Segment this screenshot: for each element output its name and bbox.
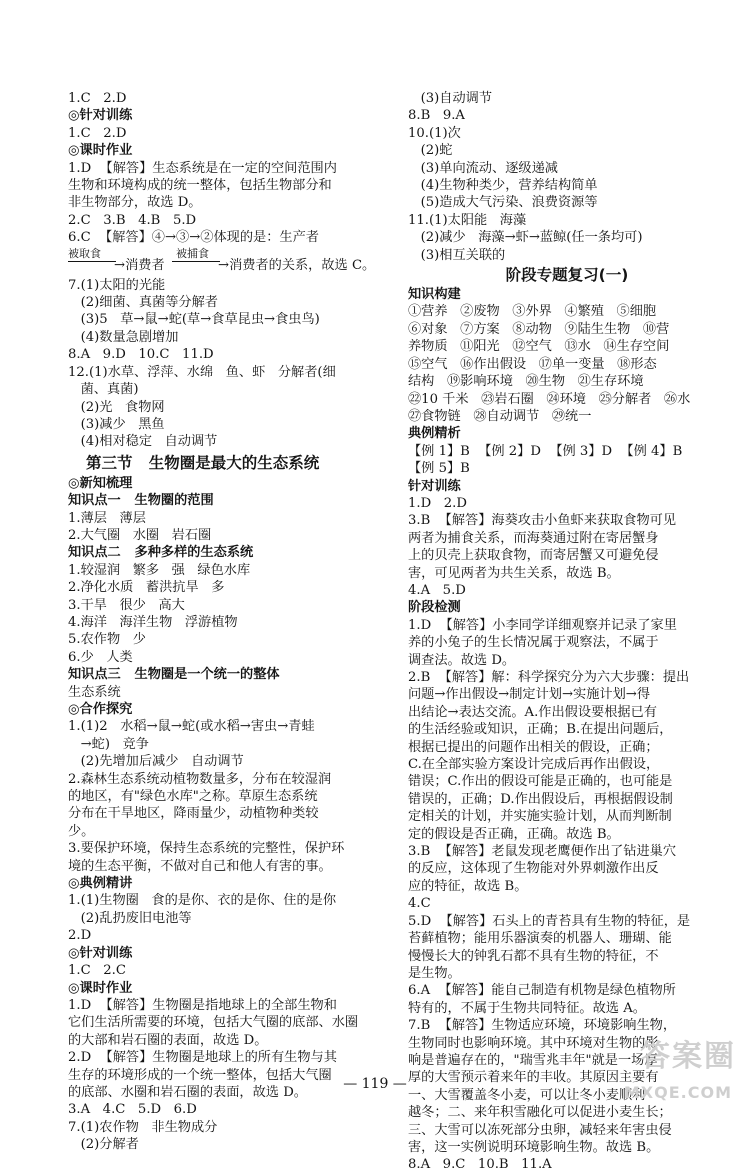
answer-line: 一、大雪覆盖冬小麦，可以让冬小麦顺利	[408, 1087, 646, 1103]
answer-line: 1.C 2.D	[68, 91, 127, 106]
answer-line: 少。	[68, 823, 95, 839]
right-column	[408, 90, 726, 1174]
subsection-heading: 典例精析	[408, 426, 461, 442]
answer-line: 境的生态平衡，不做对自己和他人有害的事。	[68, 858, 332, 874]
subsection-heading: ◎合作探究	[68, 702, 133, 717]
arrow-mid-label: 消费者	[125, 257, 165, 273]
answer-line: 5.D 【解答】石头上的青苔具有生物的特征，是	[408, 913, 691, 929]
answer-line: 2.C 3.B 4.B 5.D	[68, 212, 197, 228]
answer-line: 三、大雪可以冻死部分虫卵，减轻来年害虫侵	[408, 1122, 672, 1138]
answer-line: (2)减少 海藻→虾→蓝鲸(任一条均可)	[408, 230, 643, 246]
answer-line: 7.B 【解答】生物适应环境，环境影响生物，	[408, 1018, 677, 1034]
answer-line: 1.D 【解答】小李同学详细观察并记录了家里	[408, 617, 677, 633]
answer-line: 11.(1)太阳能 海藻	[408, 212, 527, 228]
answer-line: 问题→作出假设→制定计划→实施计划→得	[408, 687, 651, 703]
answer-line: →蛇) 竞争	[68, 736, 149, 752]
subsection-heading: ◎新知梳理	[68, 475, 133, 491]
answer-line: 上的贝壳上获取食物，而寄居蟹又可避免侵	[408, 548, 659, 564]
arrow-line	[172, 261, 220, 262]
answer-line: 【例 1】B 【例 2】D 【例 3】D 【例 4】B	[408, 443, 683, 459]
answer-line: 菌、真菌)	[68, 382, 139, 398]
answer-line: (2)细菌、真菌等分解者	[68, 295, 218, 311]
answer-line: 响是普遍存在的，"瑞雪兆丰年"就是一场厚	[408, 1052, 658, 1068]
answer-line: 4.A 5.D	[408, 582, 466, 598]
answer-line: 慢慢长大的钟乳石都不具有生物的特征，不	[408, 948, 659, 964]
answer-line: 7.(1)农作物 非生物成分	[68, 1119, 218, 1135]
answer-line: 越冬；二、来年积雪融化可以促进小麦生长；	[408, 1105, 672, 1121]
answer-line: 的底部、水圈和岩石圈的表面，故选 D。	[68, 1084, 307, 1100]
answer-line: 生存的环境形成的一个统一整体，包括大气圈	[68, 1067, 332, 1083]
answer-line: 1.C 2.C	[68, 963, 126, 979]
answer-line: (2)乱扔废旧电池等	[68, 910, 192, 926]
answer-line: 错误；C.作出的假设可能是正确的，也可能是	[408, 774, 673, 790]
answer-line: 养的小兔子的生长情况属于观察法，不属于	[408, 635, 659, 651]
answer-line: (2)先增加后减少 自动调节	[68, 754, 244, 770]
answer-line: 1.(1)生物圈 食的是你、衣的是你、住的是你	[68, 893, 337, 909]
answer-line: 1.D 2.D	[408, 495, 467, 511]
answer-line: 是生物。	[408, 965, 461, 981]
answer-line: 的地区，有"绿色水库"之称。草原生态系统	[68, 789, 318, 805]
answer-line: 2.D	[68, 928, 92, 944]
answer-line: (3)相互关联的	[408, 247, 506, 263]
answer-line: 的大部和岩石圈的表面，故选 D。	[68, 1032, 268, 1048]
answer-line: (5)造成大气污染、浪费资源等	[408, 195, 598, 211]
answer-line: 12.(1)水草、浮萍、水绵 鱼、虾 分解者(细	[68, 364, 336, 380]
answer-line: 2.净化水质 蓄洪抗旱 多	[68, 580, 225, 596]
answer-line: 错误的，正确；D.作出假设后，再根据假设制	[408, 791, 673, 807]
answer-line: 的生活经验或知识，正确；B.在提出问题后，	[408, 722, 673, 738]
answer-line: 1.(1)2 水稻→鼠→蛇(或水稻→害虫→青蛙	[68, 719, 315, 735]
answer-line: 它们生活所需要的环境，包括大气圈的底部、水圈	[68, 1015, 359, 1031]
answer-line: 1.较湿润 繁多 强 绿色水库	[68, 562, 251, 578]
watermark-logo	[606, 1037, 736, 1101]
subsection-heading: ◎课时作业	[68, 980, 133, 996]
answer-line: 3.要保护环境，保持生态系统的完整性，保护环	[68, 841, 345, 857]
knowledge-point-heading: 知识点一 生物圈的范围	[68, 493, 214, 509]
labeled-arrow-line	[68, 247, 383, 277]
answer-line: 厚的大雪预示着来年的丰收。其原因主要有	[408, 1070, 659, 1086]
answer-line: 1.薄层 薄层	[68, 510, 146, 526]
subsection-heading: 知识构建	[408, 287, 461, 303]
answer-line: 生物和环境构成的统一整体，包括生物部分和	[68, 178, 332, 194]
answer-line: 3.A 4.C 5.D 6.D	[68, 1102, 197, 1118]
answer-line: 的反应，这体现了生物能对外界刺激作出反	[408, 861, 659, 877]
answer-line: 3.B 【解答】老鼠发现老鹰便作出了钻进巢穴	[408, 844, 677, 860]
answer-line: 苔藓植物；能用乐器演奏的机器人、珊瑚、能	[408, 931, 672, 947]
answer-line: 结构 ⑲影响环境 ⑳生物 ㉑生存环境	[408, 374, 644, 390]
arrow-mid-text: →消费者	[114, 257, 165, 273]
answer-line: 5.农作物 少	[68, 632, 146, 648]
subsection-heading: 阶段检测	[408, 600, 461, 616]
answer-line: (4)生物种类少，营养结构简单	[408, 178, 598, 194]
subsection-heading: 针对训练	[408, 478, 461, 494]
answer-line: (3)5 草→鼠→蛇(草→食草昆虫→食虫鸟)	[68, 312, 320, 328]
subsection-heading: ◎针对训练	[68, 945, 133, 961]
answer-line: 养物质 ⑪阳光 ⑫空气 ⑬水 ⑭生存空间	[408, 339, 670, 355]
answer-line: 根据已提出的问题作出相关的假设，正确；	[408, 739, 659, 755]
left-column	[68, 90, 383, 1154]
subsection-heading: ◎典例精讲	[68, 876, 133, 892]
answer-line: 两者为捕食关系，而海葵通过附在寄居蟹身	[408, 530, 659, 546]
answer-line: 10.(1)次	[408, 125, 461, 141]
answer-line: 6.C 【解答】④→③→②体现的是：生产者	[68, 230, 319, 246]
answer-line: 1.C 2.D	[68, 125, 127, 141]
answer-line: 2.森林生态系统动植物数量多，分布在较湿润	[68, 771, 332, 787]
knowledge-point-heading: 知识点二 多种多样的生态系统	[68, 545, 254, 561]
answer-line: (2)蛇	[408, 143, 453, 159]
answer-line: 7.(1)太阳的光能	[68, 277, 166, 293]
answer-line: 调查法。故选 D。	[408, 652, 516, 668]
answer-line: 3.干旱 很少 高大	[68, 597, 185, 613]
answer-line: 非生物部分，故选 D。	[68, 195, 202, 211]
answer-line: 3.B 【解答】海葵攻击小鱼虾来获取食物可见	[408, 513, 677, 529]
arrow-end-text: →消费者的关系，故选 C。	[218, 257, 376, 273]
answer-line: (3)单向流动、逐级递减	[408, 160, 558, 176]
watermark-mark: 答案圈	[640, 1039, 736, 1074]
answer-line: ⑮空气 ⑯作出假设 ⑰单一变量 ⑱形态	[408, 356, 657, 372]
answer-line: (2)光 食物网	[68, 399, 165, 415]
answer-line: (4)相对稳定 自动调节	[68, 434, 218, 450]
answer-line: 2.B 【解答】解：科学探究分为六大步骤：提出	[408, 670, 690, 685]
answer-line: 定的假设是否正确，正确。故选 B。	[408, 826, 620, 842]
answer-line: 4.C	[408, 896, 431, 912]
answer-line: 4.海洋 海洋生物 浮游植物	[68, 614, 238, 630]
answer-line: 8.A 9.D 10.C 11.D	[68, 347, 214, 363]
answer-line: ㉒10 千米 ㉓岩石圈 ㉔环境 ㉕分解者 ㉖水	[408, 391, 691, 407]
answer-line: (2)分解者	[68, 1137, 139, 1153]
answer-line: 1.D 【解答】生态系统是在一定的空间范围内	[68, 160, 337, 176]
answer-line: 特有的，不属于生物共同特征。故选 A。	[408, 1000, 646, 1016]
answer-line: 害，可见两者为共生关系，故选 B。	[408, 565, 620, 581]
answer-line: 1.D 【解答】生物圈是指地球上的全部生物和	[68, 997, 337, 1013]
answer-line: 分布在干旱地区，降雨量少，动植物种类较	[68, 806, 319, 822]
answer-line: 2.D 【解答】生物圈是地球上的所有生物与其	[68, 1050, 337, 1066]
answer-line: C.在全部实验方案设计完成后再作出假设，	[408, 757, 660, 773]
watermark-url: MXQE.COM	[623, 1082, 732, 1102]
knowledge-point-heading: 知识点三 生物圈是一个统一的整体	[68, 667, 280, 683]
answer-line: 6.A 【解答】能自己制造有机物是绿色植物所	[408, 983, 676, 999]
answer-line: 8.A 9.C 10.B 11.A	[408, 1157, 552, 1173]
subsection-heading: ◎针对训练	[68, 108, 133, 124]
answer-line: 2.大气圈 水圈 岩石圈	[68, 527, 212, 543]
arrow-line	[68, 261, 116, 262]
answer-line: 【例 5】B	[408, 461, 470, 477]
answer-line: 生物同时也影响环境。其中环境对生物的影	[408, 1035, 659, 1051]
answer-line: ⑥对象 ⑦方案 ⑧动物 ⑨陆生生物 ⑩营	[408, 321, 670, 337]
answer-line: 生态系统	[68, 684, 121, 700]
answer-line: 出结论→表达交流。A.作出假设要根据已有	[408, 704, 657, 720]
answer-line: 害，这一实例说明环境影响生物。故选 B。	[408, 1139, 660, 1155]
section-title: 阶段专题复习(一)	[505, 266, 629, 285]
answer-line: 6.少 人类	[68, 649, 133, 665]
arrow-end-label: 消费者的关系，故选 C。	[229, 257, 376, 273]
subsection-heading: ◎课时作业	[68, 143, 133, 159]
section-title: 第三节 生物圈是最大的生态系统	[86, 453, 320, 472]
answer-line: ①营养 ②废物 ③外界 ④繁殖 ⑤细胞	[408, 304, 657, 320]
answer-line: 定相关的计划，并实施实验计划，从而判断制	[408, 809, 672, 825]
answer-line: (3)自动调节	[408, 91, 493, 106]
answer-line: (3)减少 黑鱼	[68, 416, 165, 432]
arrow-label-eaten: 被取食	[68, 246, 101, 260]
answer-line: ㉗食物链 ㉘自动调节 ㉙统一	[408, 408, 592, 424]
answer-line: 应的特征，故选 B。	[408, 878, 528, 894]
answer-line: (4)数量急剧增加	[68, 329, 179, 345]
page-number: — 119 —	[343, 1076, 407, 1092]
answer-line: 8.B 9.A	[408, 108, 465, 124]
arrow-label-preyed: 被捕食	[176, 246, 209, 260]
